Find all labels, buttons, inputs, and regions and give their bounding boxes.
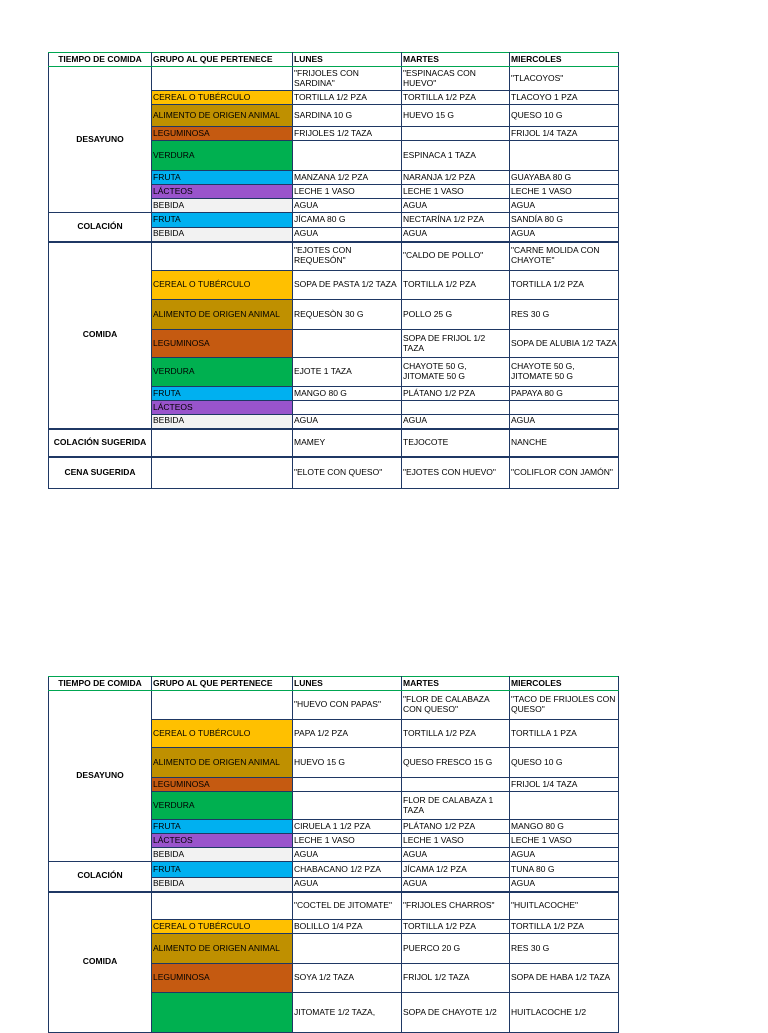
day-cell: PAPA 1/2 PZA (293, 720, 402, 748)
weekly-menu-table-2 (48, 676, 619, 1033)
food-group-cell (152, 242, 293, 271)
food-group-cell (152, 691, 293, 720)
day-cell: FRIJOL 1/4 TAZA (510, 778, 619, 792)
day-cell: TORTILLA 1/2 PZA (402, 271, 510, 300)
food-group-cell: BEBIDA (152, 415, 293, 429)
day-cell: AGUA (402, 848, 510, 862)
food-group-cell: FRUTA (152, 213, 293, 228)
header-cell: MIERCOLES (510, 677, 619, 691)
day-cell: QUESO 10 G (510, 105, 619, 127)
day-cell: AGUA (510, 415, 619, 429)
day-cell: MANGO 80 G (293, 387, 402, 401)
day-cell: "FRIJOLES CHARROS" (402, 892, 510, 920)
header-cell: GRUPO AL QUE PERTENECE (152, 677, 293, 691)
food-group-cell: FRUTA (152, 171, 293, 185)
day-cell: PLÁTANO 1/2 PZA (402, 820, 510, 834)
day-cell: "FRIJOLES CON SARDINA" (293, 67, 402, 91)
day-cell: "ESPINACAS CON HUEVO" (402, 67, 510, 91)
meal-time-cell: COLACIÓN (49, 862, 152, 892)
day-cell: NARANJA 1/2 PZA (402, 171, 510, 185)
food-group-cell: LEGUMINOSA (152, 127, 293, 141)
header-cell: TIEMPO DE COMIDA (49, 677, 152, 691)
header-cell: MARTES (402, 53, 510, 67)
day-cell: NECTARÍNA 1/2 PZA (402, 213, 510, 228)
day-cell: SOPA DE FRIJOL 1/2 TAZA (402, 330, 510, 358)
food-group-cell: BEBIDA (152, 228, 293, 242)
header-cell: MARTES (402, 677, 510, 691)
day-cell: "CALDO DE POLLO" (402, 242, 510, 271)
day-cell: SOPA DE PASTA 1/2 TAZA (293, 271, 402, 300)
day-cell: AGUA (402, 878, 510, 892)
day-cell: FRIJOL 1/2 TAZA (402, 964, 510, 993)
food-group-cell: BEBIDA (152, 878, 293, 892)
day-cell: "EJOTES CON REQUESÓN" (293, 242, 402, 271)
day-cell: TORTILLA 1/2 PZA (293, 91, 402, 105)
day-cell: AGUA (293, 199, 402, 213)
day-cell: JÍCAMA 80 G (293, 213, 402, 228)
day-cell: AGUA (293, 228, 402, 242)
table-row (49, 67, 619, 91)
day-cell: AGUA (293, 848, 402, 862)
day-cell: MANZANA 1/2 PZA (293, 171, 402, 185)
day-cell: PAPAYA 80 G (510, 387, 619, 401)
header-row (49, 677, 619, 691)
food-group-cell: LÁCTEOS (152, 834, 293, 848)
meal-time-cell: COLACIÓN (49, 213, 152, 242)
day-cell: PUERCO 20 G (402, 934, 510, 964)
food-group-cell: BEBIDA (152, 199, 293, 213)
food-group-cell: LEGUMINOSA (152, 778, 293, 792)
day-cell: SOPA DE HABA 1/2 TAZA (510, 964, 619, 993)
table-row (49, 892, 619, 920)
day-cell: QUESO FRESCO 15 G (402, 748, 510, 778)
header-cell: TIEMPO DE COMIDA (49, 53, 152, 67)
day-cell: AGUA (510, 878, 619, 892)
day-cell: LECHE 1 VASO (402, 185, 510, 199)
table-row (49, 213, 619, 228)
day-cell: EJOTE 1 TAZA (293, 358, 402, 387)
day-cell: POLLO 25 G (402, 300, 510, 330)
day-cell: RES 30 G (510, 300, 619, 330)
meal-time-cell: COLACIÓN SUGERIDA (49, 429, 152, 457)
day-cell: FRIJOL 1/4 TAZA (510, 127, 619, 141)
day-cell: LECHE 1 VASO (510, 185, 619, 199)
food-group-cell: LEGUMINOSA (152, 964, 293, 993)
day-cell: HUITLACOCHE 1/2 (510, 993, 619, 1033)
day-cell: "ELOTE CON QUESO" (293, 457, 402, 489)
table-row (49, 691, 619, 720)
day-cell: "FLOR DE CALABAZA CON QUESO" (402, 691, 510, 720)
day-cell: "COCTEL DE JITOMATE" (293, 892, 402, 920)
day-cell: AGUA (293, 878, 402, 892)
day-cell: LECHE 1 VASO (293, 834, 402, 848)
day-cell: AGUA (402, 228, 510, 242)
day-cell: CHABACANO 1/2 PZA (293, 862, 402, 878)
day-cell: GUAYABA 80 G (510, 171, 619, 185)
day-cell: AGUA (510, 848, 619, 862)
table-row (49, 242, 619, 271)
food-group-cell: LEGUMINOSA (152, 330, 293, 358)
day-cell (402, 778, 510, 792)
header-cell: LUNES (293, 677, 402, 691)
day-cell: SOPA DE CHAYOTE 1/2 (402, 993, 510, 1033)
day-cell: "TLACOYOS" (510, 67, 619, 91)
header-cell: LUNES (293, 53, 402, 67)
food-group-cell: LÁCTEOS (152, 401, 293, 415)
day-cell: AGUA (510, 199, 619, 213)
day-cell (293, 401, 402, 415)
day-cell (293, 330, 402, 358)
table-row (49, 457, 619, 489)
day-cell: FLOR DE CALABAZA 1 TAZA (402, 792, 510, 820)
day-cell: "CARNE MOLIDA CON CHAYOTE" (510, 242, 619, 271)
food-group-cell: VERDURA (152, 141, 293, 171)
day-cell (293, 141, 402, 171)
day-cell (510, 792, 619, 820)
food-group-cell (152, 457, 293, 489)
header-row (49, 53, 619, 67)
day-cell: QUESO 10 G (510, 748, 619, 778)
day-cell: "COLIFLOR CON JAMÓN" (510, 457, 619, 489)
day-cell: JÍCAMA 1/2 PZA (402, 862, 510, 878)
day-cell (293, 934, 402, 964)
table-row (49, 429, 619, 457)
day-cell (402, 127, 510, 141)
food-group-cell: BEBIDA (152, 848, 293, 862)
day-cell: TORTILLA 1/2 PZA (402, 920, 510, 934)
day-cell (510, 401, 619, 415)
day-cell: AGUA (402, 415, 510, 429)
food-group-cell (152, 67, 293, 91)
day-cell: LECHE 1 VASO (402, 834, 510, 848)
day-cell: REQUESÒN 30 G (293, 300, 402, 330)
day-cell: SOPA DE ALUBIA 1/2 TAZA (510, 330, 619, 358)
day-cell: PLÁTANO 1/2 PZA (402, 387, 510, 401)
day-cell: TLACOYO 1 PZA (510, 91, 619, 105)
day-cell (293, 792, 402, 820)
food-group-cell: FRUTA (152, 820, 293, 834)
day-cell: TUNA 80 G (510, 862, 619, 878)
food-group-cell: CEREAL O TUBÉRCULO (152, 271, 293, 300)
day-cell: CHAYOTE 50 G, JITOMATE 50 G (510, 358, 619, 387)
day-cell: RES 30 G (510, 934, 619, 964)
day-cell: "HUEVO CON PAPAS" (293, 691, 402, 720)
day-cell: FRIJOLES 1/2 TAZA (293, 127, 402, 141)
day-cell: AGUA (510, 228, 619, 242)
day-cell: SANDÍA 80 G (510, 213, 619, 228)
day-cell (510, 141, 619, 171)
day-cell: SARDINA 10 G (293, 105, 402, 127)
table-row (49, 862, 619, 878)
day-cell: JITOMATE 1/2 TAZA, (293, 993, 402, 1033)
day-cell: MAMEY (293, 429, 402, 457)
food-group-cell: ALIMENTO DE ORIGEN ANIMAL (152, 105, 293, 127)
food-group-cell: VERDURA (152, 358, 293, 387)
food-group-cell: ALIMENTO DE ORIGEN ANIMAL (152, 300, 293, 330)
day-cell: LECHE 1 VASO (293, 185, 402, 199)
day-cell: LECHE 1 VASO (510, 834, 619, 848)
meal-time-cell: CENA SUGERIDA (49, 457, 152, 489)
meal-time-cell: DESAYUNO (49, 691, 152, 862)
food-group-cell: FRUTA (152, 387, 293, 401)
food-group-cell: VERDURA (152, 792, 293, 820)
day-cell: ESPINACA 1 TAZA (402, 141, 510, 171)
food-group-cell: LÁCTEOS (152, 185, 293, 199)
day-cell: TEJOCOTE (402, 429, 510, 457)
day-cell: "EJOTES CON HUEVO" (402, 457, 510, 489)
meal-time-cell: DESAYUNO (49, 67, 152, 213)
day-cell (402, 401, 510, 415)
food-group-cell (152, 892, 293, 920)
day-cell: AGUA (293, 415, 402, 429)
day-cell: TORTILLA 1 PZA (510, 720, 619, 748)
day-cell: TORTILLA 1/2 PZA (510, 920, 619, 934)
day-cell: TORTILLA 1/2 PZA (402, 91, 510, 105)
day-cell: MANGO 80 G (510, 820, 619, 834)
day-cell: "TACO DE FRIJOLES CON QUESO" (510, 691, 619, 720)
food-group-cell: ALIMENTO DE ORIGEN ANIMAL (152, 748, 293, 778)
day-cell: TORTILLA 1/2 PZA (402, 720, 510, 748)
header-cell: MIERCOLES (510, 53, 619, 67)
day-cell: HUEVO 15 G (293, 748, 402, 778)
day-cell: SOYA 1/2 TAZA (293, 964, 402, 993)
day-cell: "HUITLACOCHE" (510, 892, 619, 920)
day-cell: BOLILLO 1/4 PZA (293, 920, 402, 934)
food-group-cell (152, 429, 293, 457)
food-group-cell: CEREAL O TUBÉRCULO (152, 720, 293, 748)
day-cell: HUEVO 15 G (402, 105, 510, 127)
meal-time-cell: COMIDA (49, 892, 152, 1033)
day-cell: AGUA (402, 199, 510, 213)
day-cell: CHAYOTE 50 G, JITOMATE 50 G (402, 358, 510, 387)
food-group-cell: CEREAL O TUBÉRCULO (152, 91, 293, 105)
food-group-cell: CEREAL O TUBÉRCULO (152, 920, 293, 934)
weekly-menu-table-1 (48, 52, 619, 489)
day-cell: CIRUELA 1 1/2 PZA (293, 820, 402, 834)
day-cell: NANCHE (510, 429, 619, 457)
day-cell: TORTILLA 1/2 PZA (510, 271, 619, 300)
day-cell (293, 778, 402, 792)
food-group-cell (152, 993, 293, 1033)
food-group-cell: ALIMENTO DE ORIGEN ANIMAL (152, 934, 293, 964)
header-cell: GRUPO AL QUE PERTENECE (152, 53, 293, 67)
meal-time-cell: COMIDA (49, 242, 152, 429)
food-group-cell: FRUTA (152, 862, 293, 878)
